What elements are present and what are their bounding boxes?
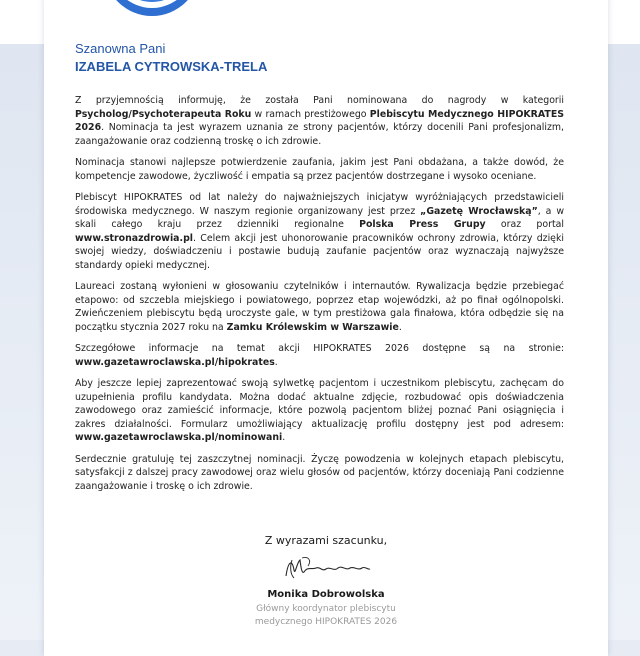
letter-page (44, 0, 608, 656)
bold-text-run: Polska Press Grupy (359, 219, 486, 230)
hipokrates-seal-logo (104, 0, 200, 16)
text-run: w ramach prestiżowego (251, 108, 370, 120)
text-run: Z przyjemnością informuję, że została Pani nominowana do nagrody w kategorii (75, 95, 564, 106)
letter-paragraph (75, 191, 564, 272)
letter-body (75, 94, 564, 501)
text-run: . Nominacja ta jest wyrazem uznania ze strony pacjentów, którzy docenili Pani profesjonalizm, zaangażowanie oraz codzienną troskę o ich zdrowie. (75, 122, 564, 147)
bold-text-run: www.stronazdrowia.pl (75, 232, 193, 244)
bold-text-run: www.gazetawroclawska.pl/nominowani (75, 432, 283, 443)
text-run: . (398, 321, 402, 333)
bold-text-run: Psycholog/Psychoterapeuta Roku (75, 108, 252, 120)
text-run: Nominacja stanowi najlepsze potwierdzenie zaufania, jakim jest Pani obdażana, a także dowód, że kompetencje zawodowe, życzliwość i empatia są przez pacjentów dostrzegane i wysoko oceniane. (75, 157, 564, 182)
text-run: , a w skali całego kraju przez dzienniki regionalne (75, 205, 565, 230)
background-band-left (0, 44, 44, 640)
background-band-right (608, 44, 640, 640)
text-run: . (282, 432, 286, 443)
handwritten-signature (282, 552, 372, 584)
text-run: . Celem akcji jest uhonorowanie pracowników ochrony zdrowia, którzy dzięki swojej wiedzy, doświadczeniu i postawie budują zaufanie pacjentów oraz wyznaczają najwyższe standardy opieki medycznej. (75, 232, 564, 271)
text-run: oraz portal (485, 219, 564, 230)
letter-paragraph (75, 156, 564, 183)
text-run: Laureaci zostaną wyłonieni w głosowaniu czytelników i internautów. Rywalizacja będzie przebiegać etapowo: od szczebla miejskiego i powiatowego, poprzez etap wojewódzki, aż po finał ogólnopolski. Zwieńczeniem plebiscytu będą uroczyste gale, w tym prestiżowa gala finałowa, która odbędzie się na początku stycznia 2027 roku na (75, 281, 564, 333)
signer-role-line-1: Główny koordynator plebiscytu (256, 604, 396, 614)
bold-text-run: Zamku Królewskim w Warszawie (226, 321, 399, 333)
signer-role-line-2: medycznego HIPOKRATES 2026 (254, 617, 398, 627)
letter-paragraph (75, 342, 564, 369)
text-run: Aby jeszcze lepiej zaprezentować swoją sylwetkę pacjentom i uczestnikom plebiscytu, zachęcam do uzupełnienia profilu kandydata. Można dodać aktualne zdjęcie, rozbudować opis doświadczenia zawodowego oraz zamieścić informacje, które pozwolą pacjentom bliżej poznać Pani osiągnięcia i zakres działalności. Formularz umożliwiający aktualizację profilu dostępny jest pod adresem: (75, 378, 564, 430)
bold-text-run: Plebiscytu Medycznego HIPOKRATES 2026 (75, 108, 564, 133)
signer-role (44, 603, 608, 629)
closing-phrase: Z wyrazami szacunku, (264, 534, 388, 547)
signer-name: Monika Dobrowolska (267, 589, 385, 600)
letter-paragraph (75, 94, 564, 148)
bold-text-run: www.gazetawroclawska.pl/hipokrates (75, 356, 275, 368)
greeting-block (75, 40, 267, 76)
letter-paragraph (75, 377, 564, 445)
bold-text-run: „Gazetę Wrocławską” (420, 205, 538, 217)
letter-paragraph (75, 280, 564, 334)
text-run: Szczegółowe informacje na temat akcji HIPOKRATES 2026 dostępne są na stronie: (75, 343, 564, 354)
text-run: . (274, 356, 278, 368)
text-run: Serdecznie gratuluję tej zaszczytnej nominacji. Życzę powodzenia w kolejnych etapach plebiscytu, satysfakcji z dalszej pracy zawodowej oraz wielu głosów od pacjentów, którzy doceniają Pani codzienne zaangażowanie i troskę o ich zdrowie. (75, 453, 564, 492)
text-run: Plebiscyt HIPOKRATES od lat należy do najważniejszych inicjatyw wyróżniających przedstawicieli środowiska medycznego. W naszym regionie organizowany jest przez (75, 192, 564, 217)
letter-paragraph (75, 453, 564, 494)
recipient-name: IZABELA CYTROWSKA-TRELA (75, 59, 268, 74)
salutation: Szanowna Pani (75, 41, 166, 56)
